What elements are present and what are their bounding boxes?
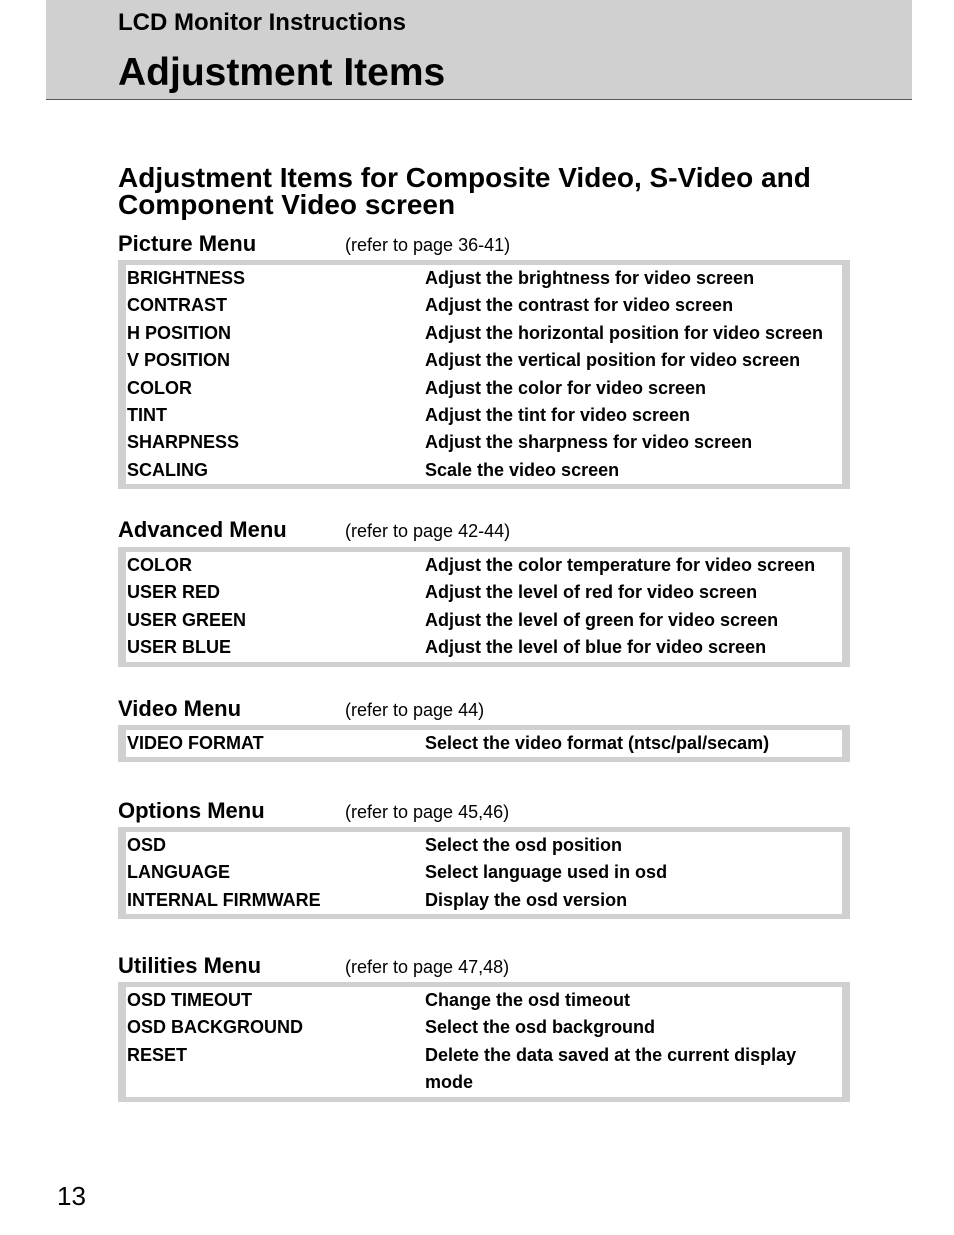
item-description: Adjust the contrast for video screen bbox=[425, 295, 734, 316]
picture-menu-name: Picture Menu bbox=[118, 231, 257, 256]
item-name: USER BLUE bbox=[127, 637, 232, 658]
item-name: VIDEO FORMAT bbox=[127, 733, 264, 753]
item-name: BRIGHTNESS bbox=[127, 268, 246, 288]
table-row bbox=[126, 607, 842, 634]
item-description: Delete the data saved at the current display mode bbox=[425, 1044, 797, 1093]
item-name: LANGUAGE bbox=[127, 862, 230, 883]
table-row bbox=[126, 402, 842, 429]
item-name: COLOR bbox=[127, 555, 192, 575]
advanced-menu-ref: (refer to page 42-44) bbox=[345, 521, 511, 541]
page-number: 13 bbox=[57, 1181, 86, 1211]
item-description: Adjust the tint for video screen bbox=[425, 405, 691, 426]
item-name: CONTRAST bbox=[127, 295, 227, 316]
utilities-menu-heading bbox=[118, 953, 858, 983]
table-row bbox=[126, 265, 842, 292]
table-row bbox=[126, 634, 842, 661]
advanced-menu-table bbox=[118, 547, 850, 667]
item-name: USER RED bbox=[127, 582, 221, 603]
item-description: Adjust the level of red for video screen bbox=[425, 582, 758, 603]
item-description: Select the osd position bbox=[425, 835, 623, 855]
table-row bbox=[126, 292, 842, 319]
picture-menu-ref: (refer to page 36-41) bbox=[345, 235, 511, 255]
options-menu-name: Options Menu bbox=[118, 798, 265, 823]
picture-menu-heading bbox=[118, 231, 858, 261]
page-title: Adjustment Items bbox=[118, 51, 446, 94]
video-menu-name: Video Menu bbox=[118, 696, 242, 721]
item-description: Adjust the level of green for video screen bbox=[425, 609, 779, 630]
item-description: Adjust the horizontal position for video screen bbox=[425, 322, 824, 343]
utilities-menu-ref: (refer to page 47,48) bbox=[345, 957, 510, 977]
table-row bbox=[126, 552, 842, 579]
advanced-menu-heading bbox=[118, 517, 858, 547]
item-description: Select language used in osd bbox=[425, 862, 668, 883]
item-description: Adjust the color temperature for video screen bbox=[425, 555, 816, 575]
options-menu-table bbox=[118, 827, 850, 919]
header-subtitle: LCD Monitor Instructions bbox=[118, 9, 406, 36]
item-description: Adjust the vertical position for video screen bbox=[425, 350, 801, 371]
item-description: Select the video format (ntsc/pal/secam) bbox=[425, 733, 770, 753]
item-name: V POSITION bbox=[127, 350, 231, 371]
table-row bbox=[126, 429, 842, 456]
item-name: OSD TIMEOUT bbox=[127, 990, 252, 1010]
item-name: RESET bbox=[127, 1044, 188, 1065]
table-row bbox=[126, 730, 842, 757]
item-name: H POSITION bbox=[127, 322, 232, 343]
item-description: Select the osd background bbox=[425, 1017, 656, 1038]
item-description: Adjust the brightness for video screen bbox=[425, 268, 755, 288]
page-header bbox=[46, 0, 912, 100]
item-name: OSD BACKGROUND bbox=[127, 1017, 304, 1038]
item-name: INTERNAL FIRMWARE bbox=[127, 889, 321, 910]
item-description: Adjust the sharpness for video screen bbox=[425, 432, 753, 453]
table-row bbox=[126, 832, 842, 859]
item-name: OSD bbox=[127, 835, 167, 855]
item-description: Adjust the color for video screen bbox=[425, 377, 707, 398]
item-name: SHARPNESS bbox=[127, 432, 240, 453]
section-title: Adjustment Items for Composite Video, S-Video and Component Video screen bbox=[118, 162, 811, 220]
video-menu-table bbox=[118, 725, 850, 762]
item-name: USER GREEN bbox=[127, 609, 247, 630]
item-description: Scale the video screen bbox=[425, 459, 620, 480]
options-menu-heading bbox=[118, 798, 858, 828]
table-row bbox=[126, 1014, 842, 1041]
table-row bbox=[126, 887, 842, 914]
item-description: Change the osd timeout bbox=[425, 990, 631, 1010]
options-menu-ref: (refer to page 45,46) bbox=[345, 802, 510, 822]
table-row bbox=[126, 375, 842, 402]
table-row bbox=[126, 859, 842, 886]
table-row bbox=[126, 579, 842, 606]
table-row bbox=[126, 987, 842, 1014]
item-name: COLOR bbox=[127, 377, 192, 398]
table-row bbox=[126, 320, 842, 347]
item-description: Display the osd version bbox=[425, 889, 628, 910]
item-name: TINT bbox=[127, 405, 167, 426]
utilities-menu-table bbox=[118, 982, 850, 1102]
picture-menu-table bbox=[118, 260, 850, 489]
table-row bbox=[126, 457, 842, 484]
table-row bbox=[126, 1042, 842, 1097]
video-menu-heading bbox=[118, 696, 858, 726]
item-description: Adjust the level of blue for video screen bbox=[425, 637, 767, 658]
advanced-menu-name: Advanced Menu bbox=[118, 517, 287, 542]
item-name: SCALING bbox=[127, 459, 208, 480]
video-menu-ref: (refer to page 44) bbox=[345, 700, 485, 720]
table-row bbox=[126, 347, 842, 374]
utilities-menu-name: Utilities Menu bbox=[118, 953, 262, 978]
